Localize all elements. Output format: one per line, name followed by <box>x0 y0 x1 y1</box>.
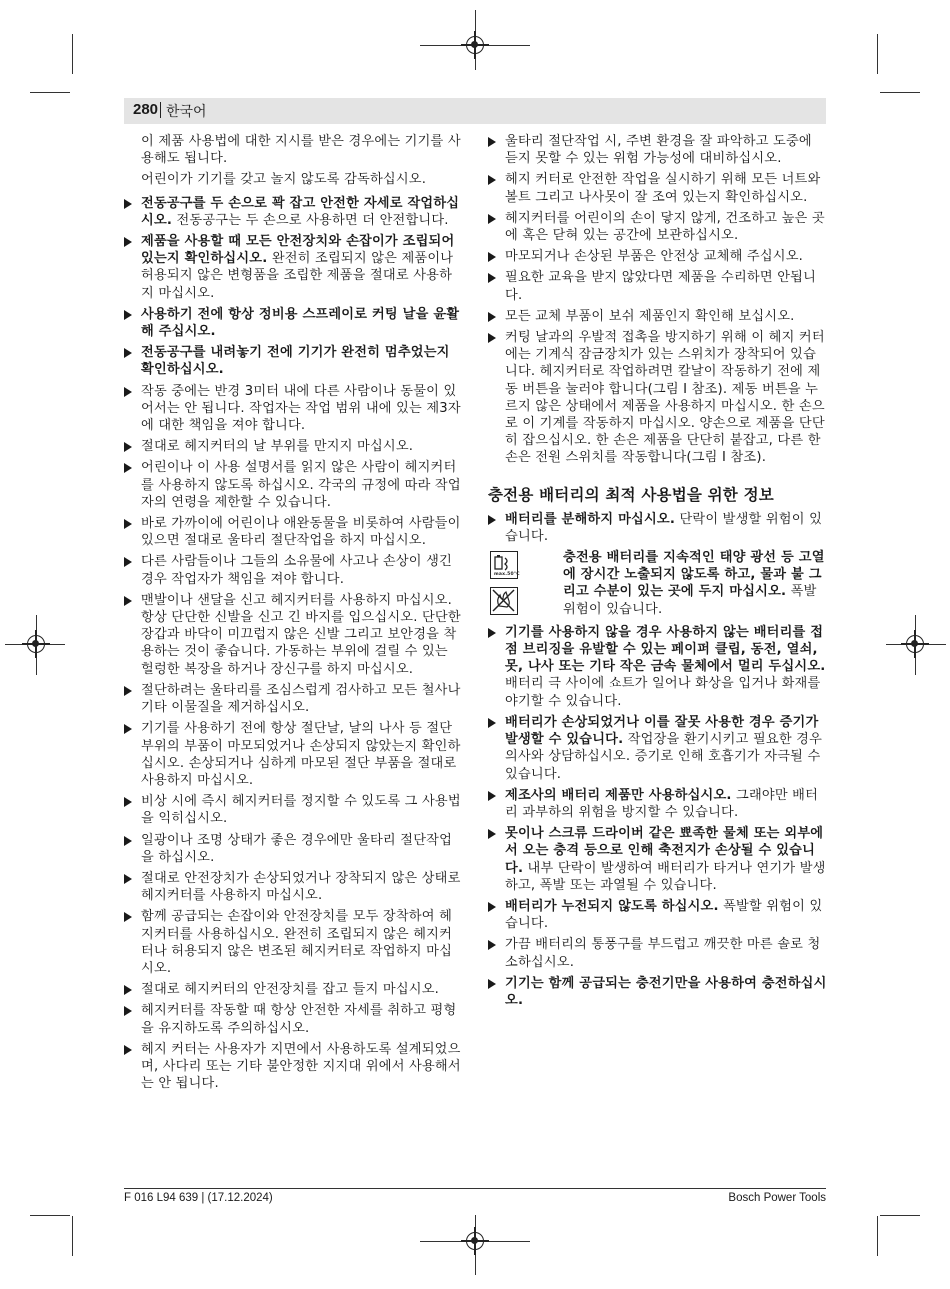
bullet-icon <box>488 137 496 147</box>
bullet-icon <box>124 463 132 473</box>
crop-mark <box>30 92 70 93</box>
list-item <box>124 908 464 977</box>
item-bold-text: 배터리를 분해하지 마십시오. <box>505 511 676 527</box>
bullet-icon <box>488 791 496 801</box>
bullet-icon <box>488 214 496 224</box>
item-bold-text: 사용하기 전에 항상 정비용 스프레이로 커팅 날을 윤활해 주십시오. <box>141 306 460 340</box>
intro-paragraph: 이 제품 사용법에 대한 지시를 받은 경우에는 기기를 사용해도 됩니다. <box>141 134 461 167</box>
item-text: 헤지커터를 작동할 때 항상 안전한 자세를 취하고 평형을 유지하도록 주의하십시오. <box>141 1003 457 1036</box>
bullet-icon <box>488 979 496 989</box>
list-item <box>124 306 464 340</box>
crop-mark <box>877 1216 878 1256</box>
list-item <box>124 682 464 716</box>
item-text: 헤지 커터는 사용자가 지면에서 사용하도록 설계되었으며, 사다리 또는 기타 불안정한 지지대 위에서 사용해서는 안 됩니다. <box>141 1041 461 1092</box>
heat-warning-icon <box>490 551 518 579</box>
item-bold-text: 기기는 함께 공급되는 충전기만을 사용하여 충전하십시오. <box>505 975 827 1008</box>
header-separator <box>160 102 161 118</box>
list-item <box>488 975 828 1009</box>
item-text: 울타리 절단작업 시, 주변 환경을 잘 파악하고 도중에 듣지 못할 수 있는 위험 가능성에 대비하십시오. <box>505 134 812 167</box>
item-text: 어린이나 이 사용 설명서를 읽지 않은 사람이 헤지커터를 사용하지 않도록 하십시오. 각국의 규정에 따라 작업자의 연령을 제한할 수 있습니다. <box>141 460 461 510</box>
registration-mark-icon <box>466 36 484 54</box>
item-text: 전동공구는 두 손으로 사용하면 더 안전합니다. <box>172 212 449 228</box>
item-text: 그래야만 배터리 과부하의 위험을 방지할 수 있습니다. <box>505 787 819 820</box>
list-item <box>124 515 464 549</box>
item-bold-text: 제조사의 배터리 제품만 사용하십시오. <box>505 787 732 803</box>
bullet-icon <box>488 940 496 950</box>
registration-mark-icon <box>27 635 45 653</box>
list-item <box>488 898 828 932</box>
bullet-icon <box>124 199 132 209</box>
list-item <box>488 714 828 783</box>
item-text: 일광이나 조명 상태가 좋은 경우에만 울타리 절단작업을 하십시오. <box>141 832 453 865</box>
item-text: 필요한 교육을 받지 않았다면 제품을 수리하면 안됩니다. <box>505 270 817 303</box>
list-item <box>488 248 828 265</box>
crop-mark <box>880 92 920 93</box>
bullet-icon <box>124 686 132 696</box>
item-text: 헤지 커터로 안전한 작업을 실시하기 위해 모든 너트와 볼트 그리고 나사못이 잘 조여 있는지 확인하십시오. <box>505 172 821 205</box>
item-text: 절대로 헤지커터의 안전장치를 잡고 들지 마십시오. <box>141 982 440 998</box>
page-language: 한국어 <box>166 104 207 120</box>
list-item <box>124 1002 464 1036</box>
bullet-icon <box>124 310 132 320</box>
list-item <box>488 308 828 325</box>
bullet-icon <box>488 515 496 525</box>
item-bold-text: 전동공구를 내려놓기 전에 기기가 완전히 멈추었는지 확인하십시오. <box>141 345 450 378</box>
page-header-bar <box>124 98 826 124</box>
crop-mark <box>72 1216 73 1256</box>
list-item <box>488 624 828 710</box>
crop-mark <box>30 1215 70 1216</box>
item-bold-text: 못이나 스크류 드라이버 같은 뾰족한 물체 또는 외부에서 오는 충격 등으로 인해 축전지가 손상될 수 있습니다. <box>505 826 824 876</box>
crop-mark <box>72 34 73 74</box>
item-text: 다른 사람들이나 그들의 소유물에 사고나 손상이 생긴 경우 작업자가 책임을 져야 합니다. <box>141 554 453 587</box>
bullet-icon <box>488 175 496 185</box>
item-text: 함께 공급되는 손잡이와 안전장치를 모두 장착하여 헤지커터를 사용하십시오. 완전히 조립되지 않은 헤지커터나 허용되지 않은 변조된 헤지커터로 작업하지 마십시오. <box>141 909 453 976</box>
brand-name: Bosch Power Tools <box>728 1192 826 1204</box>
list-item <box>124 553 464 587</box>
footer-rule <box>124 1188 826 1189</box>
left-column <box>124 133 464 1096</box>
right-list <box>488 133 828 467</box>
item-text: 절단하려는 울타리를 조심스럽게 검사하고 모든 철사나 기타 이물질을 제거하십시오. <box>141 682 461 716</box>
left-list <box>124 195 464 1093</box>
icon-label: max.50°C <box>494 572 520 578</box>
page-number: 280 <box>133 101 159 118</box>
bullet-icon <box>124 724 132 734</box>
bullet-icon <box>124 387 132 397</box>
bullet-icon <box>124 797 132 807</box>
item-text: 절대로 안전장치가 손상되었거나 장착되지 않은 상태로 헤지커터를 사용하지 마십시오. <box>141 870 461 904</box>
bullet-icon <box>488 628 496 638</box>
item-text: 작동 중에는 반경 3미터 내에 다른 사람이나 동물이 있어서는 안 됩니다. 작업자는 작업 범위 내에 있는 제3자에 대한 책임을 져야 합니다. <box>141 383 461 434</box>
bullet-icon <box>124 348 132 358</box>
item-text: 내부 단락이 발생하여 배터리가 타거나 연기가 발생하고, 폭발 또는 과열될 수 있습니다. <box>505 860 826 893</box>
item-text: 가끔 배터리의 통풍구를 부드럽고 깨끗한 마른 솔로 청소하십시오. <box>505 937 821 970</box>
bullet-icon <box>488 312 496 322</box>
registration-mark-icon <box>906 635 924 653</box>
list-item <box>124 793 464 827</box>
item-text: 비상 시에 즉시 헤지커터를 정지할 수 있도록 그 사용법을 익히십시오. <box>141 794 461 827</box>
bullet-icon <box>488 902 496 912</box>
item-bold-text: 전동공구를 두 손으로 꽉 잡고 안전한 자세로 작업하십시오. <box>141 195 460 228</box>
bullet-icon <box>488 718 496 728</box>
list-item <box>488 269 828 303</box>
item-bold-text: 배터리가 누전되지 않도록 하십시오. <box>505 898 719 914</box>
list-item <box>124 195 464 229</box>
bullet-icon <box>124 874 132 884</box>
bullet-icon <box>124 1006 132 1016</box>
right-column <box>488 133 828 1013</box>
list-item <box>124 870 464 904</box>
list-item <box>124 981 464 998</box>
list-item <box>488 511 828 545</box>
list-item <box>124 438 464 455</box>
item-text: 커팅 날과의 우발적 접촉을 방지하기 위해 이 헤지 커터에는 기계식 잠금장치가 있는 스위치가 장착되어 있습니다. 헤지커터로 작업하려면 칼날이 작동하기 전에 제동 버튼을 눌러야 합니다(그림 I 참조). 제동 버튼을 누르지 않은 상태에서 제품을 사용하지 마십시오. 한 손으로 이 기계를 작동하지 마십시오. 양손으로 제품을 단단히 잡으십시오. 한 손은 제품을 단단히 붙잡고, 다른 한 손은 전원 스위치를 작동합니다(그림 I 참조). <box>505 330 825 466</box>
item-bold-text: 배터리가 손상되었거나 이를 잘못 사용한 경우 증기가 발생할 수 있습니다. <box>505 714 819 748</box>
item-text: 완전히 조립되지 않은 제품이나 허용되지 않은 변형품을 조립한 제품을 절대로 사용하지 마십시오. <box>141 251 454 301</box>
list-item <box>488 787 828 821</box>
item-text: 작업장을 환기시키고 필요한 경우 의사와 상담하십시오. 증기로 인해 호흡기가 자극될 수 있습니다. <box>505 732 823 782</box>
item-bold-text: 충전용 배터리를 지속적인 태양 광선 등 고열에 장시간 노출되지 않도록 하고, 물과 불 그리고 수분이 있는 곳에 두지 마십시오. <box>563 550 825 600</box>
bullet-icon <box>124 442 132 452</box>
list-item <box>124 592 464 678</box>
list-item <box>124 383 464 435</box>
list-item <box>124 1041 464 1093</box>
intro-paragraph: 어린이가 기기를 갖고 놀지 않도록 감독하십시오. <box>141 172 427 188</box>
warning-with-icons <box>488 549 828 618</box>
list-item <box>488 171 828 205</box>
bullet-icon <box>124 519 132 529</box>
item-text: 폭발할 위험이 있습니다. <box>505 898 823 932</box>
bullet-icon <box>124 557 132 567</box>
list-item <box>488 825 828 894</box>
bullet-icon <box>124 1045 132 1055</box>
crop-mark <box>880 1215 920 1216</box>
bullet-icon <box>124 985 132 995</box>
list-item <box>124 459 464 511</box>
bullet-icon <box>124 836 132 846</box>
bullet-icon <box>124 596 132 606</box>
battery-list <box>488 624 828 1009</box>
registration-mark-icon <box>466 1232 484 1250</box>
item-text: 헤지커터를 어린이의 손이 닿지 않게, 건조하고 높은 곳에 혹은 닫혀 있는 공간에 보관하십시오. <box>505 210 825 244</box>
item-text: 모든 교체 부품이 보쉬 제품인지 확인해 보십시오. <box>505 308 795 324</box>
bullet-icon <box>488 333 496 343</box>
bullet-icon <box>488 829 496 839</box>
bullet-icon <box>124 237 132 247</box>
bullet-icon <box>488 252 496 262</box>
item-text: 마모되거나 손상된 부품은 안전상 교체해 주십시오. <box>505 249 804 265</box>
bullet-icon <box>488 273 496 283</box>
item-bold-text: 기기를 사용하지 않을 경우 사용하지 않는 배터리를 접점 브리징을 유발할 수 있는 페이퍼 클립, 동전, 열쇠, 못, 나사 또는 기타 작은 금속 물체에서 멀리 두십시오. <box>505 624 826 675</box>
item-text: 배터리 극 사이에 쇼트가 일어나 화상을 입거나 화재를 야기할 수 있습니다. <box>505 676 821 709</box>
no-water-fire-icon <box>490 587 518 615</box>
list-item <box>488 329 828 467</box>
document-id: F 016 L94 639 | (17.12.2024) <box>124 1192 273 1204</box>
item-bold-text: 제품을 사용할 때 모든 안전장치와 손잡이가 조립되어 있는지 확인하십시오. <box>141 234 455 267</box>
list-item <box>124 344 464 378</box>
list-item <box>488 133 828 167</box>
item-text: 폭발 위험이 있습니다. <box>563 584 817 617</box>
bullet-icon <box>124 912 132 922</box>
item-text: 맨발이나 샌달을 신고 헤지커터를 사용하지 마십시오. 항상 단단한 신발을 신고 긴 바지를 입으십시오. 단단한 장갑과 바닥이 미끄럽지 않은 신발 그리고 보안경을 착용하는 것이 좋습니다. 가동하는 부위에 걸릴 수 있는 헐렁한 복장을 하거나 장신구를 하지 마십시오. <box>141 592 461 677</box>
list-item <box>124 233 464 302</box>
section-title-battery: 충전용 배터리의 최적 사용법을 위한 정보 <box>488 485 774 504</box>
list-item <box>488 936 828 970</box>
item-text: 단락이 발생할 위험이 있습니다. <box>505 511 823 544</box>
list-item <box>488 210 828 244</box>
crop-mark <box>877 34 878 74</box>
item-text: 절대로 헤지커터의 날 부위를 만지지 마십시오. <box>141 439 414 455</box>
item-text: 바로 가까이에 어린이나 애완동물을 비롯하여 사람들이 있으면 절대로 울타리 절단작업을 하지 마십시오. <box>141 516 461 549</box>
list-item <box>124 720 464 789</box>
list-item <box>124 832 464 866</box>
item-text: 기기를 사용하기 전에 항상 절단날, 날의 나사 등 절단 부위의 부품이 마모되었거나 손상되지 않았는지 확인하십시오. 손상되거나 심하게 마모된 절단 부품을 절대로 사용하지 마십시오. <box>141 721 461 788</box>
